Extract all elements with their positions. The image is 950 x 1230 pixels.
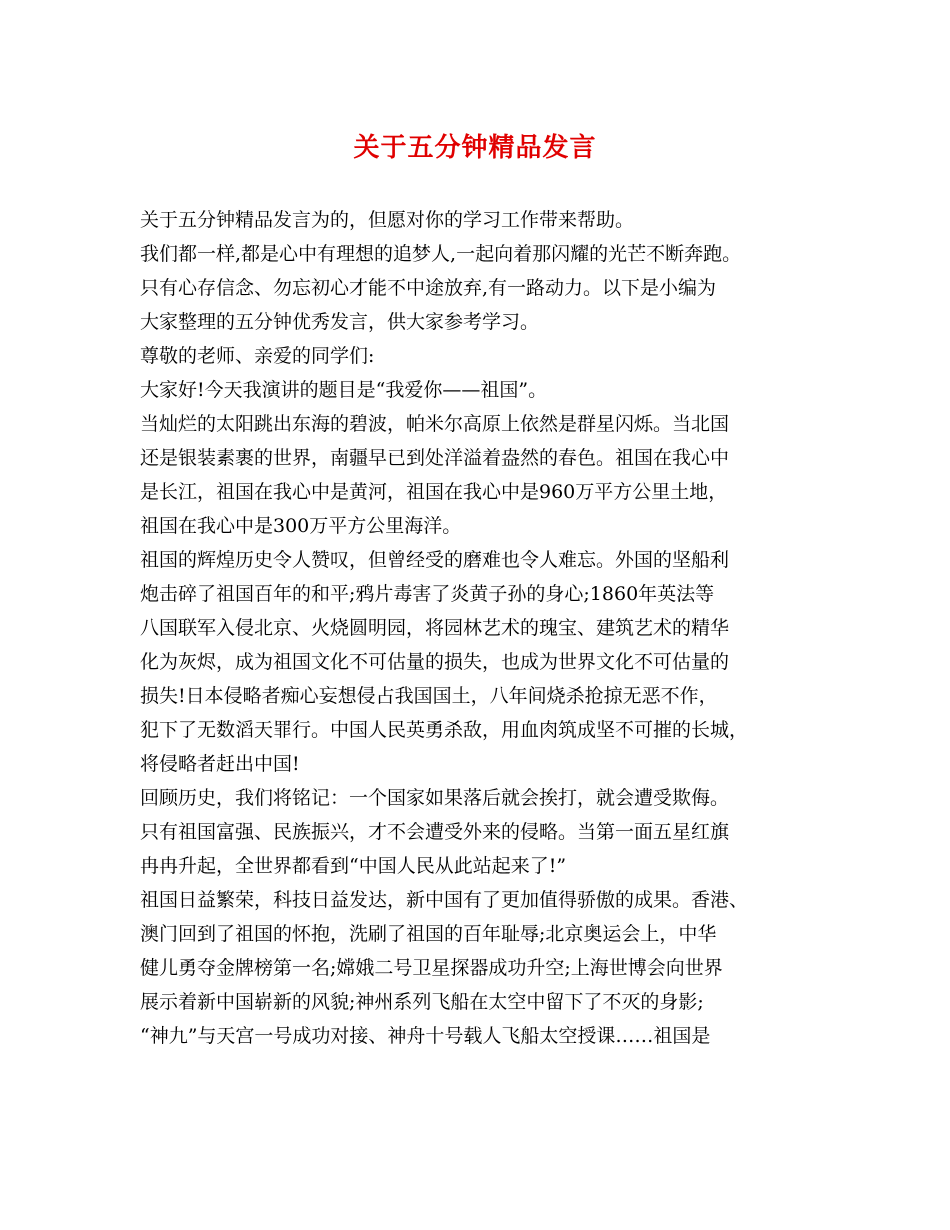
text-line: 尊敬的老师、亲爱的同学们: [140,345,375,367]
text-line: 我们都一样,都是心中有理想的追梦人,一起向着那闪耀的光芒不断奔跑。 [140,243,742,265]
text-line: 当灿烂的太阳跳出东海的碧波，帕米尔高原上依然是群星闪烁。当北国 [140,413,730,435]
text-line: 关于五分钟精品发言为的，但愿对你的学习工作带来帮助。 [140,209,635,231]
text-line: 犯下了无数滔天罪行。中国人民英勇杀敌，用血肉筑成坚不可摧的长城， [140,719,749,741]
text-line: 损失!日本侵略者痴心妄想侵占我国国土，八年间烧杀抢掠无恶不作， [140,685,718,707]
text-line: 展示着新中国崭新的风貌;神州系列飞船在太空中留下了不灭的身影; [140,991,704,1013]
text-line: 化为灰烬，成为祖国文化不可估量的损失，也成为世界文化不可估量的 [140,651,730,673]
text-line: 是长江，祖国在我心中是黄河，祖国在我心中是960万平方公里土地， [140,481,728,503]
text-line: 祖国日益繁荣，科技日益发达，新中国有了更加值得骄傲的成果。香港、 [140,889,749,911]
text-line: 只有心存信念、勿忘初心才能不中途放弃,有一路动力。以下是小编为 [140,277,717,299]
text-line: 大家整理的五分钟优秀发言，供大家参考学习。 [140,311,540,333]
text-line: “神九”与天宫一号成功对接、神舟十号载人飞船太空授课……祖国是 [140,1025,711,1047]
text-line: 回顾历史，我们将铭记：一个国家如果落后就会挨打，就会遭受欺侮。 [140,787,730,809]
text-line: 将侵略者赶出中国! [140,753,300,775]
text-line: 健儿勇夺金牌榜第一名;嫦娥二号卫星探器成功升空;上海世博会向世界 [140,957,723,979]
text-line: 八国联军入侵北京、火烧圆明园，将园林艺术的瑰宝、建筑艺术的精华 [140,617,730,639]
text-line: 冉冉升起，全世界都看到“中国人民从此站起来了!” [140,855,567,877]
text-line: 澳门回到了祖国的怀抱，洗刷了祖国的百年耻辱;北京奥运会上，中华 [140,923,717,945]
document-body [140,203,840,1053]
text-line: 炮击碎了祖国百年的和平;鸦片毒害了炎黄子孙的身心;1860年英法等 [140,583,715,605]
text-line: 祖国在我心中是300万平方公里海洋。 [140,515,462,537]
text-line: 祖国的辉煌历史令人赞叹，但曾经受的磨难也令人难忘。外国的坚船利 [140,549,730,571]
text-line: 只有祖国富强、民族振兴，才不会遭受外来的侵略。当第一面五星红旗 [140,821,730,843]
text-line: 大家好!今天我演讲的题目是“我爱你——祖国”。 [140,379,548,401]
text-line: 还是银装素裹的世界，南疆早已到处洋溢着盎然的春色。祖国在我心中 [140,447,730,469]
document-title: 关于五分钟精品发言 [353,133,597,163]
